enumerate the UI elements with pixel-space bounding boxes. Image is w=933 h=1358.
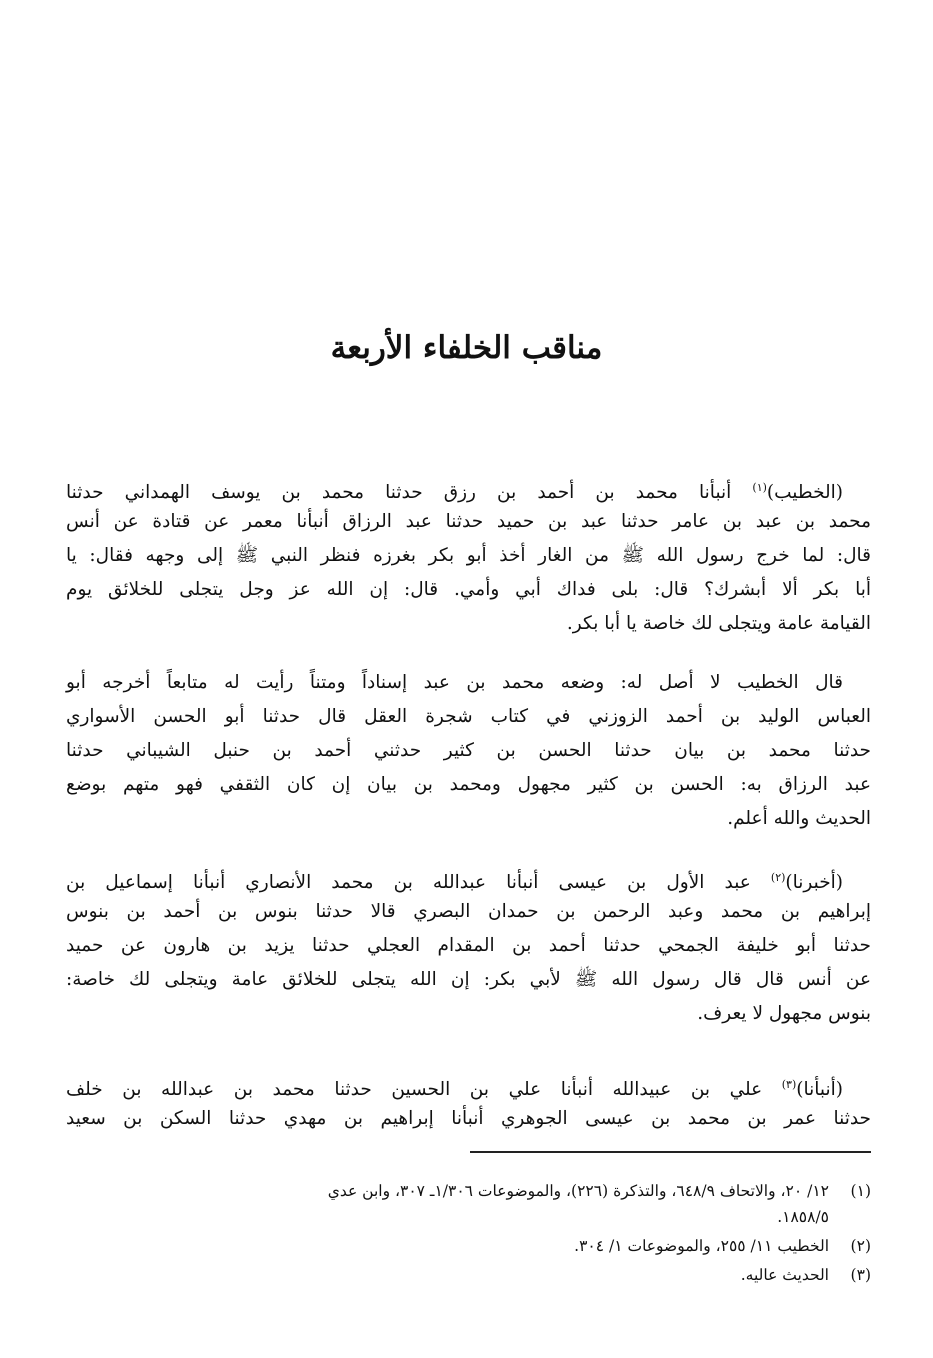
footnote-number: (١) bbox=[850, 1182, 871, 1200]
footnote-ref[interactable]: (١) bbox=[752, 481, 767, 494]
paragraph-line: عن أنس قال قال رسول الله ﷺ لأبي بكر: إن الله يتجلى للخلائق عامة ويتجلى لك خاصة: bbox=[66, 969, 871, 990]
footnote-ref[interactable]: (٣) bbox=[781, 1078, 797, 1091]
paragraph bbox=[66, 666, 871, 836]
paragraph-line: (أخبرنا)$^{(٢)}$ عبد الأول بن عيسى أنبأنا عبدالله بن محمد الأنصاري أنبأنا إسماعيل بن bbox=[66, 871, 843, 894]
footnote bbox=[66, 1262, 871, 1288]
footnote-text: الخطيب ١١/ ٢٥٥، والموضوعات ١/ ٣٠٤. bbox=[574, 1237, 829, 1255]
footnote-text: ١٢/ ٢٠، والاتحاف ٦٤٨/٩، والتذكرة (٢٢٦)، والموضوعات ١/٣٠٦ـ ٣٠٧، وابن عدي bbox=[327, 1182, 829, 1200]
paragraph-line: بنوس مجهول لا يعرف. bbox=[697, 1003, 871, 1024]
paragraph-line: قال الخطيب لا أصل له: وضعه محمد بن عبد إسناداً ومتناً رأيت له متابعاً أخرجه أبو bbox=[66, 672, 843, 693]
paragraph-line: حدثنا عمر بن محمد بن عيسى الجوهري أنبأنا إبراهيم بن مهدي حدثنا السكن بن سعيد bbox=[66, 1108, 871, 1129]
paragraph-line: حدثنا محمد بن بيان حدثنا الحسن بن كثير حدثني أحمد بن حنبل الشيباني حدثنا bbox=[66, 740, 871, 761]
paragraph-line: (الخطيب)$^{(١)}$ أنبأنا محمد بن أحمد بن رزق حدثنا محمد بن يوسف الهمداني حدثنا bbox=[66, 481, 843, 504]
paragraph-line: أبا بكر ألا أبشرك؟ قال: بلى فداك أبي وأمي. قال: إن الله عز وجل يتجلى للخلائق يوم bbox=[66, 579, 871, 600]
paragraph-line: عبد الرزاق به: الحسن بن كثير مجهول ومحمد بن بيان إن كان الثقفي فهو متهم بوضع bbox=[66, 774, 871, 795]
paragraph-line: العباس الوليد بن أحمد الزوزني في كتاب شجرة العقل قال حدثنا أبو الحسن الأسواري bbox=[66, 706, 871, 727]
paragraph-line: الحديث والله أعلم. bbox=[727, 808, 871, 829]
footnote-text: الحديث عاليه. bbox=[740, 1266, 829, 1284]
source-label: (الخطيب) bbox=[766, 482, 843, 504]
footnote bbox=[66, 1178, 871, 1230]
footnote bbox=[66, 1233, 871, 1259]
source-label: (أنبأنا) bbox=[796, 1079, 843, 1101]
paragraph-line: حدثنا أبو خليفة الجمحي حدثنا أحمد بن المقدام العجلي حدثنا يزيد بن هارون عن حميد bbox=[66, 935, 871, 956]
paragraph-line: إبراهيم بن محمد وعبد الرحمن بن حمدان البصري قالا حدثنا بنوس بن أحمد بن بنوس bbox=[66, 901, 871, 922]
paragraph bbox=[66, 861, 871, 1031]
footnote-number: (٣) bbox=[850, 1266, 871, 1284]
paragraph-line: (أنبأنا)$^{(٣)}$ علي بن عبيدالله أنبأنا علي بن الحسين حدثنا محمد بن عبدالله بن خلف bbox=[66, 1078, 843, 1101]
footnote-ref[interactable]: (٢) bbox=[770, 871, 786, 884]
paragraph-line: محمد بن عبد بن عامر حدثنا عبد بن حميد حدثنا عبد الرزاق أنبأنا معمر عن قتادة عن أنس bbox=[66, 511, 871, 532]
paragraph bbox=[66, 471, 871, 641]
page-title: مناقب الخلفاء الأربعة bbox=[330, 330, 603, 366]
footnote-text: ١٨٥٨/٥. bbox=[777, 1208, 829, 1226]
paragraph-line: قال: لما خرج رسول الله ﷺ من الغار أخذ أبو بكر بغرزه فنظر النبي ﷺ إلى وجهه فقال: يا bbox=[66, 545, 871, 566]
footnote-divider bbox=[470, 1151, 871, 1153]
footnote-number: (٢) bbox=[850, 1237, 871, 1255]
source-label: (أخبرنا) bbox=[785, 872, 843, 894]
paragraph bbox=[66, 1068, 871, 1136]
paragraph-line: القيامة عامة ويتجلى لك خاصة يا أبا بكر. bbox=[566, 613, 871, 634]
